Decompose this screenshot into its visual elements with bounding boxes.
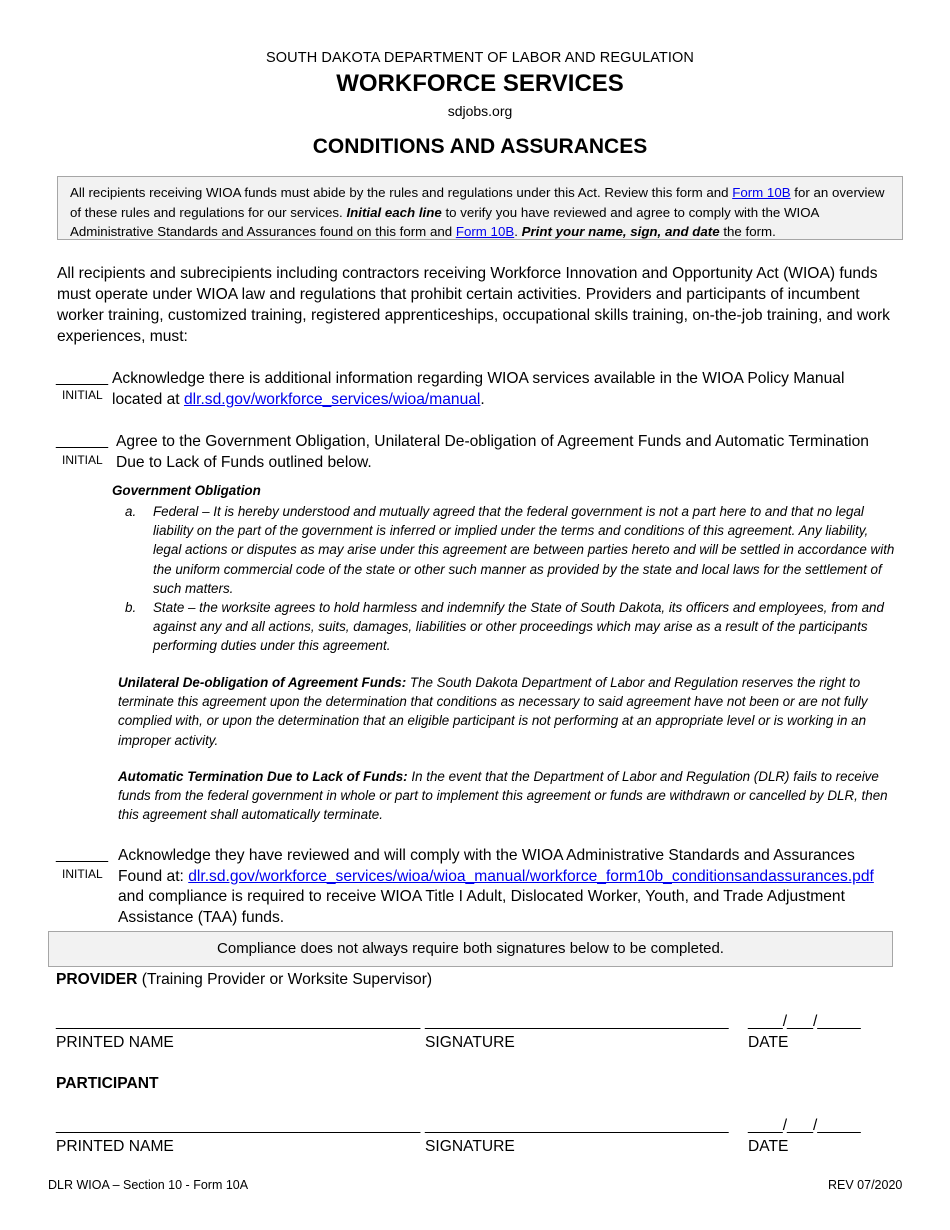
initial-label-2: INITIAL	[62, 453, 103, 467]
item-1-prefix: located at	[112, 390, 184, 408]
item-3-text	[118, 846, 903, 928]
provider-printed-name-label: PRINTED NAME	[56, 1034, 174, 1051]
unilateral-text: The South Dakota Department of Labor and Regulation reserves the right to terminate this agreement upon the determination that conditions as necessary to said agreement have not been or are not fully complied with, or upon the determination that an eligible participant is not performing at an appropriate level or is working in an improper activity.	[118, 675, 868, 748]
website-text: sdjobs.org	[447, 103, 513, 119]
initial-field-1[interactable]: ______	[56, 369, 109, 386]
provider-subheading: (Training Provider or Worksite Supervisor)	[137, 971, 433, 988]
compliance-note-box: Compliance does not always require both signatures below to be completed.	[48, 931, 893, 967]
obligation-letter-b: b.	[125, 600, 137, 616]
notice-text-1: All recipients receiving WIOA funds must abide by the rules and regulations under this Act. Review this form and	[70, 185, 733, 200]
provider-date-field[interactable]: ____/___/_____	[748, 1013, 861, 1030]
footer-form-id: DLR WIOA – Section 10 - Form 10A	[48, 1178, 249, 1192]
item-2-text: Agree to the Government Obligation, Unilateral De-obligation of Agreement Funds and Automatic Termination Due to Lack of Funds outlined below.	[116, 433, 869, 471]
notice-emphasis-sign: Print your name, sign, and date	[521, 224, 720, 239]
automatic-termination-paragraph	[118, 767, 900, 825]
participant-date-label: DATE	[748, 1138, 789, 1155]
obligation-item-federal	[125, 502, 900, 598]
item-3-rest: and compliance is required to receive WIOA Title I Adult, Dislocated Worker, Youth, and Trade Adjustment Assistance (TAA) funds.	[118, 888, 845, 926]
obligation-text-federal: Federal – It is hereby understood and mutually agreed that the federal government is not a part here to and that no legal liability on the part of the government is inferred or implied under the terms and conditions of this agreement. Any liability, legal actions or disputes as may arise under this agreement are between parties hereto and will be settled in accordance with the uniform commercial code of the state or other such manner as provided by the state and local laws for the settlement of such matters.	[153, 504, 895, 596]
provider-signature-label: SIGNATURE	[425, 1034, 515, 1051]
initial-field-3[interactable]: ______	[56, 846, 109, 863]
provider-heading	[56, 971, 432, 989]
provider-signature-field[interactable]: ___________________________________	[425, 1013, 729, 1030]
item-1-line-2	[112, 390, 902, 411]
instructions-box	[57, 176, 903, 240]
notice-emphasis-initial: Initial each line	[346, 204, 442, 220]
wioa-manual-link[interactable]: dlr.sd.gov/workforce_services/wioa/manual	[183, 390, 481, 408]
participant-signature-label: SIGNATURE	[425, 1138, 515, 1155]
department-name: SOUTH DAKOTA DEPARTMENT OF LABOR AND REGULATION	[266, 50, 694, 66]
participant-signature-field[interactable]: ___________________________________	[425, 1117, 729, 1134]
division-title: WORKFORCE SERVICES	[336, 70, 624, 97]
item-3-line-1: Acknowledge they have reviewed and will comply with the WIOA Administrative Standards and Assurances	[118, 847, 855, 864]
provider-printed-name-field[interactable]: __________________________________________	[56, 1013, 421, 1030]
participant-heading	[56, 1075, 159, 1093]
item-1-text	[112, 369, 902, 410]
provider-date-label: DATE	[748, 1034, 789, 1051]
footer-revision: REV 07/2020	[828, 1178, 903, 1192]
unilateral-deobligation-paragraph	[118, 673, 900, 750]
item-1-suffix: .	[480, 390, 485, 408]
initial-label-1: INITIAL	[62, 388, 103, 402]
notice-text-4: .	[514, 224, 522, 239]
participant-printed-name-label: PRINTED NAME	[56, 1138, 174, 1155]
provider-heading-bold: PROVIDER	[56, 971, 138, 988]
form-title: CONDITIONS AND ASSURANCES	[312, 135, 648, 158]
form-10b-link-2[interactable]: Form 10B	[455, 224, 515, 239]
notice-text-5: the form.	[719, 224, 776, 239]
notice-text-2: for an overview of these rules and regulations for our services.	[70, 185, 885, 220]
automatic-text: In the event that the Department of Labor and Regulation (DLR) fails to receive funds from the federal government in whole or part to implement this agreement or funds are withdrawn or cancelled by DLR, then this agreement shall automatically terminate.	[118, 769, 888, 823]
form-10b-link[interactable]: Form 10B	[732, 185, 791, 200]
participant-date-field[interactable]: ____/___/_____	[748, 1117, 861, 1134]
automatic-title: Automatic Termination Due to Lack of Funds:	[118, 769, 408, 784]
form10b-pdf-link[interactable]: dlr.sd.gov/workforce_services/wioa/wioa_manual/workforce_form10b_conditionsandassurances.pdf	[188, 867, 874, 885]
intro-paragraph: All recipients and subrecipients including contractors receiving Workforce Innovation and Opportunity Act (WIOA) funds must operate under WIOA law and regulations that prohibit certain activities. Providers and participants of incumbent worker training, customized training, registered apprenticeships, occupational skills training, on-the-job training, and work experiences, must:	[57, 265, 890, 345]
obligation-text-state: State – the worksite agrees to hold harmless and indemnify the State of South Dakota, its officers and employees, from and against any and all actions, suits, damages, liabilities or other proceedings which may arise as a result of the participants performing duties under this agreement.	[153, 600, 884, 654]
initial-field-2[interactable]: ______	[56, 432, 109, 449]
unilateral-title: Unilateral De-obligation of Agreement Funds:	[118, 675, 407, 690]
item-3-line-2	[118, 867, 903, 888]
obligation-letter-a: a.	[125, 504, 137, 519]
initial-label-3: INITIAL	[62, 867, 103, 881]
participant-printed-name-field[interactable]: __________________________________________	[56, 1117, 421, 1134]
notice-text-3: to verify you have reviewed and agree to comply with the WIOA Administrative Standards and Assurances found on this form and	[70, 204, 819, 239]
participant-heading-bold: PARTICIPANT	[56, 1075, 159, 1092]
item-3-prefix: Found at:	[118, 867, 189, 885]
item-1-line-1: Acknowledge there is additional information regarding WIOA services available in the WIOA Policy Manual	[112, 370, 845, 387]
obligation-item-state	[125, 598, 900, 656]
government-obligation-list	[125, 502, 900, 656]
government-obligation-title: Government Obligation	[112, 483, 261, 498]
